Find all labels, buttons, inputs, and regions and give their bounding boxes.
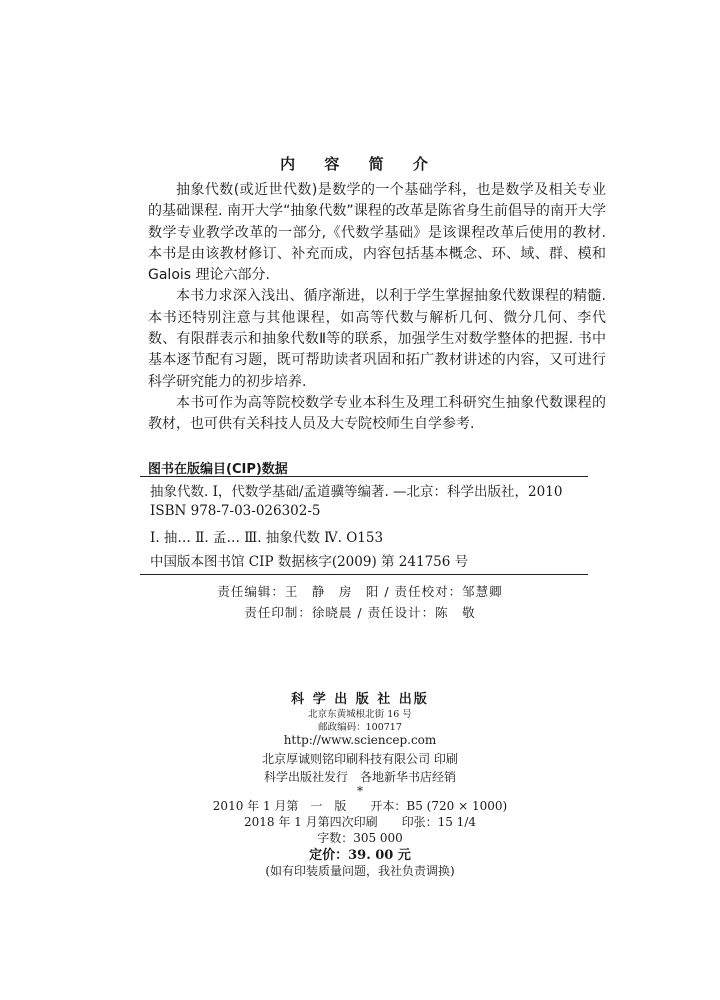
cip-label: 图书在版编目(CIP)数据	[148, 462, 288, 477]
printing: 2018 年 1 月第四次印刷 印张：15 1/4	[243, 815, 476, 829]
summary-paragraph-1: 抽象代数(或近世代数)是数学的一个基础学科，也是数学及相关专业的基础课程. 南开大学“抽象代数”课程的改革是陈省身生前倡导的南开大学数学专业教学改革的一部分,《代数学基础》是该课程改革后使用的教材. 本书是由该教材修订、补充而成，内容包括基本概念、环、域、群、模和Galois 理论六部分.	[148, 182, 606, 284]
publisher-postcode: 邮政编码：100717	[318, 722, 402, 733]
publisher: 科 学 出 版 社 出版	[291, 692, 429, 707]
summary-title: 内 容 简 介	[280, 155, 440, 173]
summary-paragraph-3: 本书可作为高等院校数学专业本科生及理工科研究生抽象代数课程的教材，也可供有关科技人员及大专院校师生自学参考.	[148, 394, 606, 433]
distribution: 科学出版社发行 各地新华书店经销	[263, 770, 456, 784]
publisher-address: 北京东黄城根北街 16 号	[308, 709, 412, 720]
summary-body	[148, 180, 606, 436]
word-count: 字数：305 000	[317, 831, 403, 845]
cip-isbn: ISBN 978-7-03-026302-5	[150, 503, 321, 519]
credits-editors: 责任编辑：王 静 房 阳 / 责任校对：邹慧卿	[217, 584, 503, 599]
cip-classification: Ⅰ. 抽… Ⅱ. 孟… Ⅲ. 抽象代数 Ⅳ. O153	[150, 530, 384, 546]
cip-bottom-rule	[140, 574, 588, 575]
cip-entry: 抽象代数. I，代数学基础/孟道骥等编著. —北京：科学出版社，2010	[150, 484, 563, 500]
price: 定价：39. 00 元	[309, 848, 411, 863]
separator-star: *	[357, 784, 363, 798]
cip-record: 中国版本图书馆 CIP 数据核字(2009) 第 241756 号	[150, 554, 469, 570]
quality-notice: (如有印装质量问题，我社负责调换)	[265, 864, 455, 878]
cip-top-rule	[140, 476, 588, 477]
edition: 2010 年 1 月第 一 版 开本：B5 (720 × 1000)	[212, 799, 508, 813]
printer: 北京厚诚则铭印刷科技有限公司 印刷	[262, 752, 458, 766]
publisher-website: http://www.sciencep.com	[283, 733, 437, 747]
credits-production: 责任印制：徐晓晨 / 责任设计：陈 敬	[244, 605, 476, 620]
summary-paragraph-2: 本书力求深入浅出、循序渐进，以利于学生掌握抽象代数课程的精髓. 本书还特别注意与其他课程，如高等代数与解析几何、微分几何、李代数、有限群表示和抽象代数Ⅱ等的联系，加强学生对数学整体的把握. 书中基本逐节配有习题，既可帮助读者巩固和拓广教材讲述的内容，又可进行科学研究能力的初步培养.	[148, 288, 606, 390]
